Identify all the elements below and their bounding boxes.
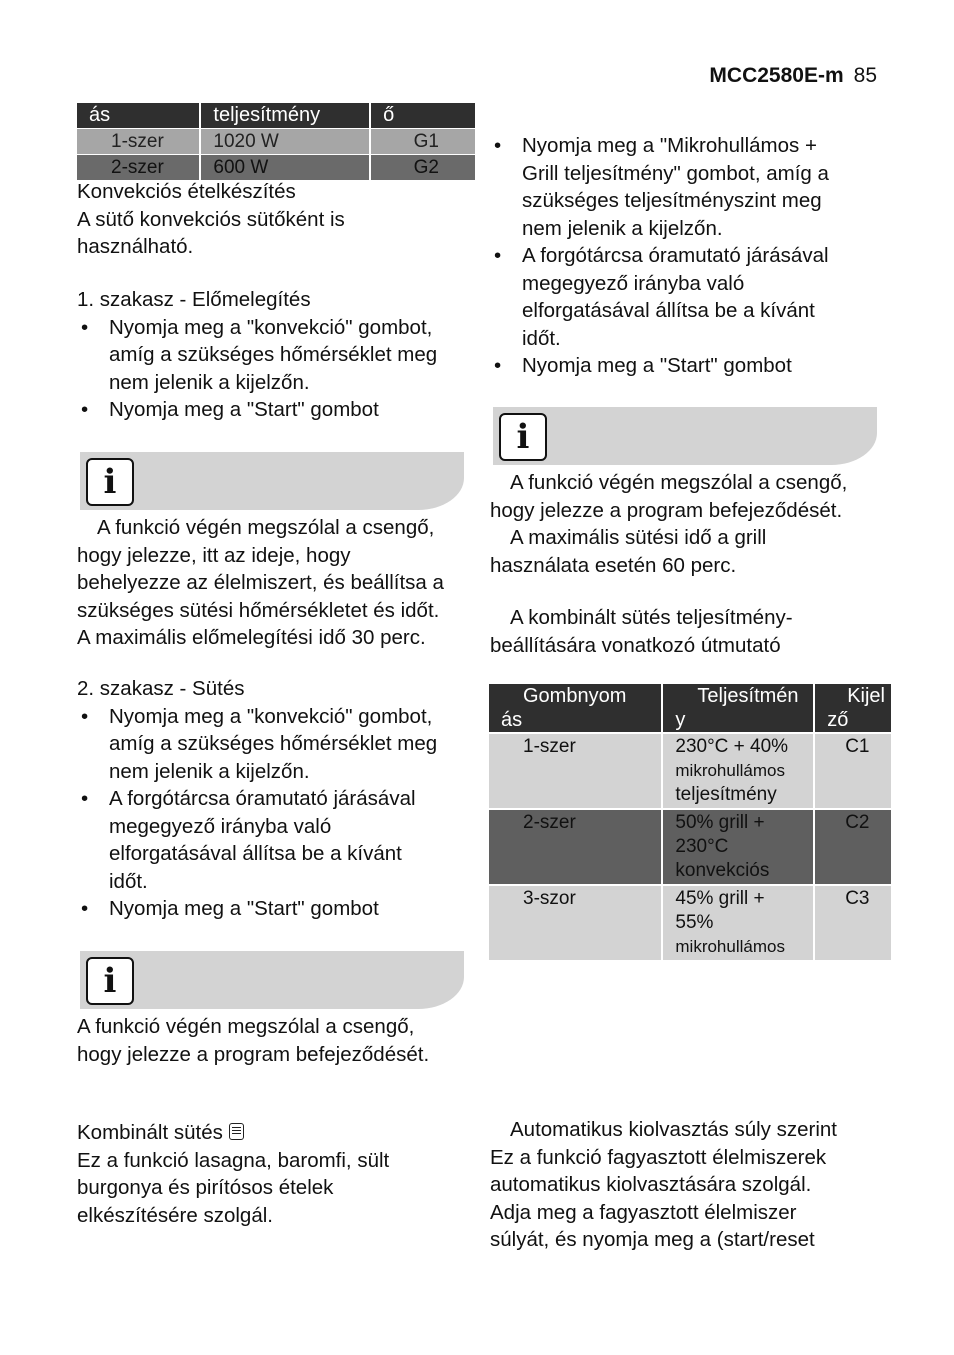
list-item: • A forgótárcsa óramutató járásával megegyező irányba való elforgatásával állítsa be a kívánt időt. [77,785,477,895]
bullet-list [77,703,477,923]
table-cell: C3 [814,885,892,960]
info-icon: i [86,957,134,1005]
table-row [489,809,892,885]
stage1-section [77,286,477,424]
table-row [489,885,892,960]
table-cell: 50% grill + 230°C konvekciós [662,809,814,885]
section-title: Kombinált sütés [77,1119,477,1147]
table-header-cell: Teljesítmén y [662,684,814,733]
list-item: • Nyomja meg a "Start" gombot [490,352,890,380]
grill-section [490,132,890,380]
table-cell: 45% grill + 55% mikrohullámos [662,885,814,960]
table-cell: C2 [814,809,892,885]
table-row [77,155,476,181]
list-item: • Nyomja meg a "Start" gombot [77,396,477,424]
stage2-section [77,675,477,923]
table-cell: 1020 W [200,129,370,155]
info-note-box [493,407,877,465]
section-title: Automatikus kiolvasztás súly szerint [510,1118,837,1141]
list-item: • A forgótárcsa óramutató járásával megegyező irányba való elforgatásával állítsa be a kívánt időt. [490,242,890,352]
paragraph-line: használható. [77,235,194,258]
table-header-cell: ás [77,103,200,129]
table-cell: G1 [370,129,476,155]
table-header-row [489,684,892,733]
info-note-text: A funkció végén megszólal a csengő, hogy jelezze, itt az ideje, hogy behelyezze az élelmiszert, és beállítsa a szükséges sütési hőmérsékletet és időt. A maximális előmelegítési idő 30 perc. [77,516,444,649]
list-item: • Nyomja meg a "konvekció" gombot, amíg a szükséges hőmérséklet meg nem jelenik a kijelzőn. [77,703,477,786]
convection-section [77,178,477,261]
info-note-text: A funkció végén megszólal a csengő, hogy jelezze a program befejeződését. [77,1015,430,1066]
info-note-box [80,452,464,510]
list-item: • Nyomja meg a "Start" gombot [77,895,477,923]
table-cell: 1-szer [77,129,200,155]
table-cell: 230°C + 40% mikrohullámos teljesítmény [662,733,814,809]
table-cell: 600 W [200,155,370,181]
stage-title: 1. szakasz - Előmelegítés [77,288,311,311]
table-header-cell: teljesítmény [200,103,370,129]
guide-title: A kombinált sütés teljesítmény- beállítására vonatkozó útmutató [490,606,793,657]
table-cell: 2-szer [77,155,200,181]
stage-title: 2. szakasz - Sütés [77,677,245,700]
info-icon: i [499,413,547,461]
auto-defrost-section: Automatikus kiolvasztás súly szerint Ez a funkció fagyasztott élelmiszerek automatikus kiolvasztására szolgál. Adja meg a fagyasztott élelmiszer súlyát, és nyomja meg a (start/reset [490,1116,890,1254]
table-cell: 3-szor [489,885,662,960]
bullet-list [490,132,890,380]
list-item: • Nyomja meg a "konvekció" gombot, amíg a szükséges hőmérséklet meg nem jelenik a kijelzőn. [77,314,477,397]
power-table [77,103,477,180]
list-item: • Nyomja meg a "Mikrohullámos + Grill teljesítmény" gombot, amíg a szükséges teljesítményszint meg nem jelenik a kijelzőn. [490,132,890,242]
combi-cooking-icon [229,1123,244,1140]
table-header-row [77,103,476,129]
info-note-text: A funkció végén megszólal a csengő, hogy jelezze a program befejeződését. A maximális sütési idő a grill használata esetén 60 perc. [490,471,848,577]
paragraph-line: A sütő konvekciós sütőként is [77,207,345,231]
model-number: MCC2580E-m [709,64,844,87]
info-note-box [80,951,464,1009]
table-row [489,733,892,809]
section-title: Konvekciós ételkészítés [77,180,296,203]
table-header-cell: ő [370,103,476,129]
combi-power-table [489,684,893,960]
table-header-cell: Gombnyom ás [489,684,662,733]
table-cell: 2-szer [489,809,662,885]
combined-section: Kombinált sütés Ez a funkció lasagna, baromfi, sült burgonya és pirítósos ételek elkészítésére szolgál. [77,1119,477,1229]
table-cell: 1-szer [489,733,662,809]
page-header [709,64,877,88]
info-icon: i [86,458,134,506]
bullet-list [77,314,477,424]
table-cell: C1 [814,733,892,809]
table-cell: G2 [370,155,476,181]
page-number: 85 [853,64,877,87]
table-header-cell: Kijel ző [814,684,892,733]
table-row [77,129,476,155]
